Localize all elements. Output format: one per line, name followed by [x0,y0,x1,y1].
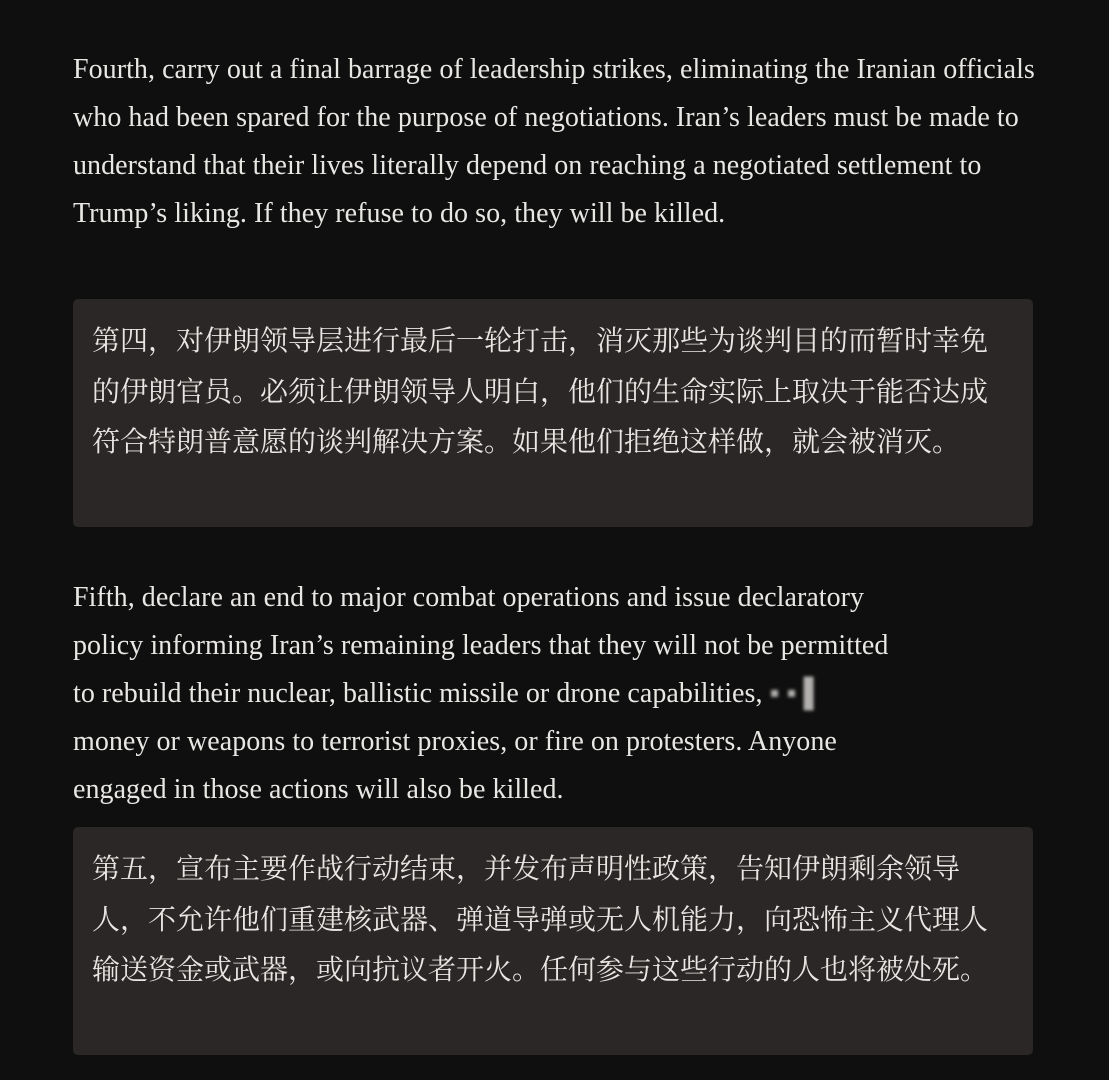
paragraph-fifth-line-5: engaged in those actions will also be killed. [73,774,564,805]
blurred-text-fragment: ▪ ▪ ▌ [769,678,824,709]
translation-block-fifth [73,827,1033,1055]
paragraph-fifth-line-4: money or weapons to terrorist proxies, or fire on protesters. Anyone [73,726,837,757]
paragraph-fifth-line-1: Fifth, declare an end to major combat operations and issue declaratory [73,582,865,613]
paragraph-fourth-english: Fourth, carry out a final barrage of leadership strikes, eliminating the Iranian officials who had been spared for the purpose of negotiations. Iran’s leaders must be made to understand that their lives literally depend on reaching a negotiated settlement to Trump’s liking. If they refuse to do so, they will be killed. [73,54,1035,229]
paragraph-fifth-line-2: policy informing Iran’s remaining leaders that they will not be permitted [73,630,889,661]
paragraph-fifth-english [73,574,1043,814]
translation-block-fourth [73,299,1033,527]
paragraph-fourth-chinese: 第四，对伊朗领导层进行最后一轮打击，消灭那些为谈判目的而暂时幸免的伊朗官员。必须让伊朗领导人明白，他们的生命实际上取决于能否达成符合特朗普意愿的谈判解决方案。如果他们拒绝这样做，就会被消灭。 [92,324,989,458]
paragraph-fifth-chinese: 第五，宣布主要作战行动结束，并发布声明性政策，告知伊朗剩余领导人，不允许他们重建核武器、弹道导弹或无人机能力，向恐怖主义代理人输送资金或武器，或向抗议者开火。任何参与这些行动的人也将被处死。 [92,852,989,986]
paragraph-fifth-line-3: to rebuild their nuclear, ballistic missile or drone capabilities, [73,678,763,709]
